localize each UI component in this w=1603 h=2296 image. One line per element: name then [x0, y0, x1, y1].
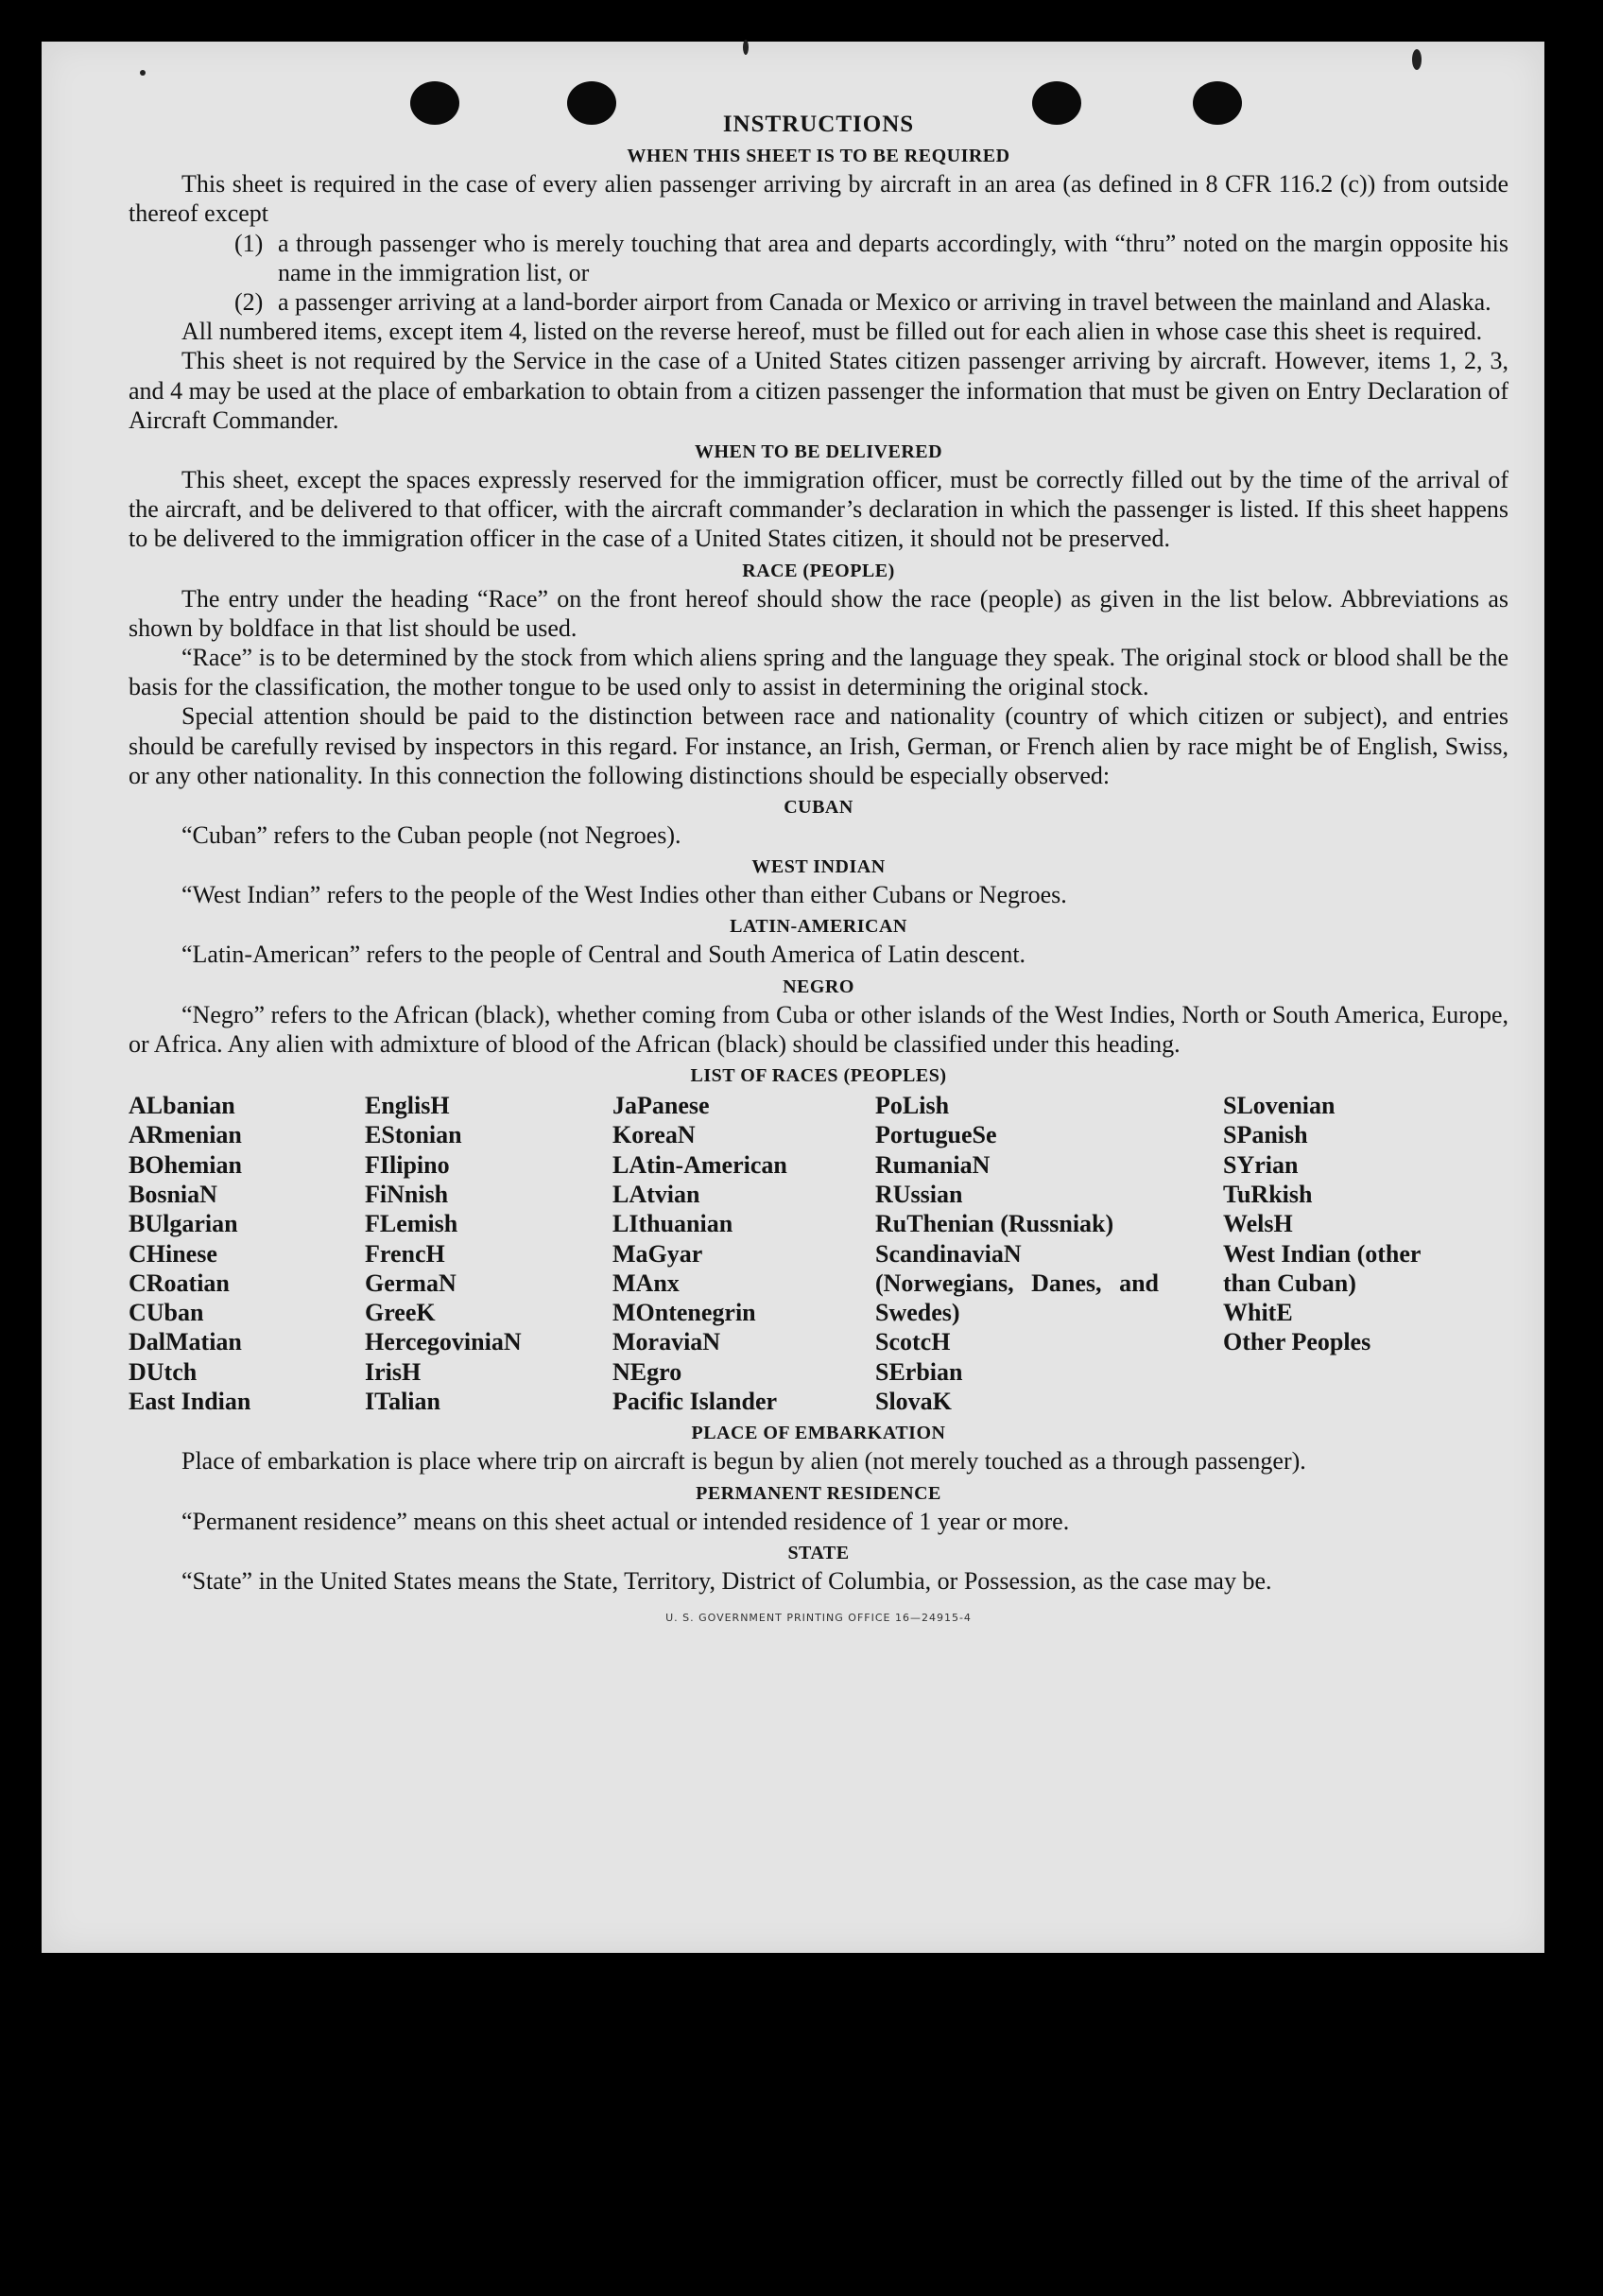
race-entry: WelsH [1223, 1210, 1293, 1238]
race-entry: MAnx [612, 1269, 680, 1297]
race-entry: CUban [129, 1299, 204, 1327]
race-entry: BosniaN [129, 1180, 217, 1208]
heading-when-delivered: WHEN TO BE DELIVERED [694, 441, 943, 463]
race-entry: CRoatian [129, 1269, 230, 1297]
race-entry: East Indian [129, 1388, 251, 1416]
race-entry: ARmenian [129, 1121, 242, 1149]
ink-speck [140, 70, 146, 76]
instructions-content [129, 110, 1508, 1632]
paragraph: “State” in the United States means the State, Territory, District of Columbia, or Possession, as the case may be. [181, 1566, 1272, 1595]
race-entry: RuThenian (Russniak) [875, 1210, 1114, 1238]
paragraph: “Negro” refers to the African (black), whether coming from Cuba or other islands of the West Indies, North or South America, Europe, or Africa. Any alien with admixture of blood of the African (black) should be classified under this heading. [129, 1000, 1508, 1058]
heading-list-of-races: LIST OF RACES (PEOPLES) [690, 1065, 947, 1087]
race-entry: RumaniaN [875, 1150, 991, 1179]
heading-permanent-residence: PERMANENT RESIDENCE [696, 1482, 941, 1504]
race-entry: FLemish [365, 1210, 458, 1238]
printer-imprint: U. S. GOVERNMENT PRINTING OFFICE 16—24915-4 [665, 1611, 972, 1624]
document-sheet [42, 42, 1544, 1953]
race-entry: FiNnish [365, 1180, 449, 1208]
race-entry: LAtin-American [612, 1150, 787, 1179]
paragraph: This sheet is required in the case of every alien passenger arriving by aircraft in an area (as defined in 8 CFR 116.2 (c)) from outside thereof except [129, 170, 1508, 228]
list-item-text: a through passenger who is merely touching that area and departs accordingly, with “thru” noted on the margin opposite his name in the immigration list, or [278, 229, 1508, 286]
ink-speck [743, 40, 749, 55]
race-entry: KoreaN [612, 1121, 696, 1149]
paragraph: All numbered items, except item 4, listed on the reverse hereof, must be filled out for each alien in whose case this sheet is required. [181, 318, 1483, 346]
heading-cuban: CUBAN [784, 797, 853, 819]
race-entry: EStonian [365, 1121, 462, 1149]
paragraph: This sheet, except the spaces expressly reserved for the immigration officer, must be correctly filled out by the time of the arrival of the aircraft, and be delivered to that officer, with the aircraft commander’s declaration in which the passenger is listed. If this sheet happens to be delivered to the immigration officer in the case of a United States citizen, it should not be preserved. [129, 466, 1508, 553]
race-entry: SLovenian [1223, 1092, 1336, 1120]
paragraph: “West Indian” refers to the people of the West Indies other than either Cubans or Negroes. [181, 881, 1067, 909]
race-entry: SYrian [1223, 1150, 1299, 1179]
paragraph: “Race” is to be determined by the stock from which aliens spring and the language they speak. The original stock or blood shall be the basis for the classification, the mother tongue to be used only to assist in determining the original stock. [129, 644, 1508, 701]
race-entry: CHinese [129, 1239, 217, 1268]
paragraph: Special attention should be paid to the distinction between race and nationality (country of which citizen or subject), and entries should be carefully revised by inspectors in this regard. For instance, an Irish, German, or French alien by race might be of English, Swiss, or any other nationality. In this connection the following distinctions should be especially observed: [129, 702, 1508, 789]
paragraph: The entry under the heading “Race” on the front hereof should show the race (people) as given in the list below. Abbreviations as shown by boldface in that list should be used. [129, 584, 1508, 642]
race-entry: LIthuanian [612, 1210, 733, 1238]
race-entry: ALbanian [129, 1092, 235, 1120]
ink-speck [1412, 49, 1422, 70]
race-entry: Pacific Islander [612, 1388, 778, 1416]
race-entry: West Indian (other than Cuban) [1223, 1239, 1421, 1297]
race-entry: SErbian [875, 1357, 963, 1386]
race-entry: PortugueSe [875, 1121, 997, 1149]
list-item [234, 287, 1508, 317]
race-entry: DalMatian [129, 1328, 242, 1356]
race-entry: GermaN [365, 1269, 457, 1297]
heading-when-required: WHEN THIS SHEET IS TO BE REQUIRED [627, 146, 1010, 167]
race-entry: HercegoviniaN [365, 1328, 522, 1356]
race-entry: DUtch [129, 1357, 198, 1386]
races-column [365, 1091, 612, 1416]
list-item-number: (1) [234, 229, 264, 257]
list-item-text: a passenger arriving at a land-border airport from Canada or Mexico or arriving in travel between the mainland and Alaska. [278, 288, 1491, 317]
race-entry: Other Peoples [1223, 1328, 1371, 1356]
races-column [129, 1091, 365, 1416]
page-title: INSTRUCTIONS [722, 112, 915, 137]
races-column [612, 1091, 875, 1416]
race-entry: EnglisH [365, 1092, 450, 1120]
races-column [875, 1091, 1223, 1416]
heading-race: RACE (PEOPLE) [742, 560, 895, 581]
race-entry: JaPanese [612, 1092, 710, 1120]
heading-place-of-embarkation: PLACE OF EMBARKATION [691, 1423, 946, 1444]
race-entry: IrisH [365, 1357, 422, 1386]
race-entry: BUlgarian [129, 1210, 238, 1238]
list-item-number: (2) [234, 288, 264, 317]
race-entry: ScandinaviaN (Norwegians, Danes, and Swedes) [875, 1239, 1159, 1327]
race-entry: MOntenegrin [612, 1299, 756, 1327]
race-entry: ITalian [365, 1388, 440, 1416]
heading-latin-american: LATIN-AMERICAN [730, 916, 907, 938]
races-table [129, 1091, 1508, 1416]
race-entry: NEgro [612, 1357, 682, 1386]
race-entry: WhitE [1223, 1299, 1293, 1327]
race-entry: MaGyar [612, 1239, 703, 1268]
heading-west-indian: WEST INDIAN [751, 856, 886, 878]
races-column [1223, 1091, 1471, 1416]
race-entry: SPanish [1223, 1121, 1308, 1149]
race-entry: PoLish [875, 1092, 950, 1120]
race-entry: LAtvian [612, 1180, 700, 1208]
race-entry: FIlipino [365, 1150, 450, 1179]
paragraph: This sheet is not required by the Service in the case of a United States citizen passenger arriving by aircraft. However, items 1, 2, 3, and 4 may be used at the place of embarkation to obtain from a citizen passenger the information that must be given on Entry Declaration of Aircraft Commander. [129, 347, 1508, 434]
paragraph: Place of embarkation is place where trip on aircraft is begun by alien (not merely touched as a through passenger). [181, 1447, 1306, 1476]
heading-negro: NEGRO [783, 975, 854, 997]
race-entry: MoraviaN [612, 1328, 721, 1356]
paragraph: “Latin-American” refers to the people of Central and South America of Latin descent. [181, 941, 1026, 969]
race-entry: ScotcH [875, 1328, 951, 1356]
race-entry: RUssian [875, 1180, 963, 1208]
race-entry: TuRkish [1223, 1180, 1313, 1208]
race-entry: SlovaK [875, 1388, 952, 1416]
list-item [234, 229, 1508, 287]
paragraph: “Cuban” refers to the Cuban people (not Negroes). [181, 821, 681, 850]
race-entry: FrencH [365, 1239, 445, 1268]
race-entry: GreeK [365, 1299, 436, 1327]
race-entry: BOhemian [129, 1150, 242, 1179]
paragraph: “Permanent residence” means on this sheet actual or intended residence of 1 year or more. [181, 1507, 1070, 1535]
heading-state: STATE [787, 1542, 850, 1563]
